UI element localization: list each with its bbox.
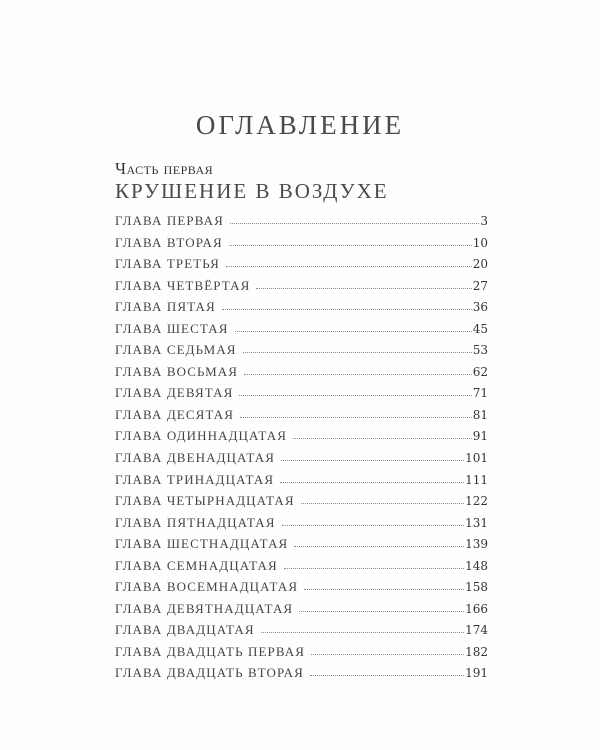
- toc-entry: [115, 469, 488, 491]
- dot-leader: [281, 460, 464, 461]
- dot-leader: [310, 675, 464, 676]
- dot-leader: [261, 632, 464, 633]
- dot-leader: [294, 546, 464, 547]
- chapter-title: ГЛАВА ВОСЕМНАДЦАТАЯ: [115, 579, 299, 595]
- chapter-title: ГЛАВА ПЯТАЯ: [115, 299, 216, 315]
- dot-leader: [230, 223, 479, 224]
- toc-entry: [115, 361, 488, 383]
- chapter-title: ГЛАВА СЕМНАДЦАТАЯ: [115, 557, 278, 573]
- page-number: 81: [472, 407, 488, 422]
- toc-entry: [115, 598, 488, 620]
- chapter-title: ГЛАВА ДВЕНАДЦАТАЯ: [115, 450, 276, 466]
- dot-leader: [284, 568, 464, 569]
- page-number: 62: [472, 364, 488, 379]
- page-number: 122: [465, 494, 488, 509]
- dot-leader: [244, 374, 472, 375]
- page-number: 158: [465, 580, 488, 595]
- chapter-title: ГЛАВА ШЕСТАЯ: [115, 320, 229, 336]
- chapter-title: ГЛАВА ВТОРАЯ: [115, 234, 223, 250]
- toc-entry: [115, 555, 488, 577]
- toc-entry: [115, 641, 488, 663]
- page-number: 191: [465, 666, 488, 681]
- chapter-title: ГЛАВА СЕДЬМАЯ: [115, 342, 237, 358]
- toc-entry: [115, 232, 488, 254]
- toc-entry: [115, 512, 488, 534]
- page-number: 10: [472, 235, 488, 250]
- toc-entry: [115, 490, 488, 512]
- chapter-title: ГЛАВА ЧЕТВЁРТАЯ: [115, 277, 251, 293]
- page-number: 139: [465, 537, 488, 552]
- dot-leader: [299, 611, 464, 612]
- chapter-title: ГЛАВА ПЯТНАДЦАТАЯ: [115, 514, 276, 530]
- toc-entry-list: [115, 210, 488, 684]
- dot-leader: [311, 654, 464, 655]
- chapter-title: ГЛАВА ДЕСЯТАЯ: [115, 406, 235, 422]
- toc-entry: [115, 533, 488, 555]
- toc-entry: [115, 339, 488, 361]
- toc-entry: [115, 296, 488, 318]
- chapter-title: ГЛАВА ДВАДЦАТЬ ВТОРАЯ: [115, 665, 304, 681]
- dot-leader: [222, 309, 472, 310]
- toc-entry: [115, 382, 488, 404]
- page-number: 36: [472, 300, 488, 315]
- toc-entry: [115, 576, 488, 598]
- page-title: ОГЛАВЛЕНИЕ: [195, 110, 405, 140]
- dot-leader: [282, 525, 465, 526]
- page-number: 131: [465, 515, 488, 530]
- dot-leader: [240, 417, 472, 418]
- chapter-title: ГЛАВА ДЕВЯТАЯ: [115, 385, 234, 401]
- dot-leader: [301, 503, 464, 504]
- dot-leader: [243, 352, 472, 353]
- chapter-title: ГЛАВА ТРЕТЬЯ: [115, 256, 220, 272]
- chapter-title: ГЛАВА ЧЕТЫРНАДЦАТАЯ: [115, 493, 295, 509]
- dot-leader: [293, 438, 472, 439]
- chapter-title: ГЛАВА ТРИНАДЦАТАЯ: [115, 471, 275, 487]
- page-number: 148: [465, 558, 488, 573]
- dot-leader: [256, 288, 471, 289]
- dot-leader: [226, 266, 472, 267]
- toc-entry: [115, 404, 488, 426]
- page-number: 166: [465, 601, 488, 616]
- toc-entry: [115, 662, 488, 684]
- dot-leader: [229, 245, 472, 246]
- page-number: 182: [465, 644, 488, 659]
- page-number: 71: [472, 386, 488, 401]
- toc-entry: [115, 253, 488, 275]
- toc-entry: [115, 318, 488, 340]
- chapter-title: ГЛАВА ШЕСТНАДЦАТАЯ: [115, 536, 289, 552]
- toc-entry: [115, 619, 488, 641]
- chapter-title: ГЛАВА ДВАДЦАТАЯ: [115, 622, 255, 638]
- page-number: 45: [472, 321, 488, 336]
- dot-leader: [235, 331, 472, 332]
- page-number: 101: [465, 451, 488, 466]
- chapter-title: ГЛАВА ДВАДЦАТЬ ПЕРВАЯ: [115, 643, 306, 659]
- page-number: 53: [472, 343, 488, 358]
- page-number: 174: [465, 623, 488, 638]
- part-label: Часть первая: [115, 159, 214, 178]
- chapter-title: ГЛАВА ПЕРВАЯ: [115, 213, 224, 228]
- chapter-title: ГЛАВА ВОСЬМАЯ: [115, 363, 238, 379]
- toc-entry: [115, 447, 488, 469]
- toc-entry: [115, 425, 488, 447]
- page-number: 27: [472, 278, 488, 293]
- page-number: 20: [472, 257, 488, 272]
- dot-leader: [280, 482, 464, 483]
- part-title: КРУШЕНИЕ В ВОЗДУХЕ: [115, 179, 389, 203]
- toc-entry: [115, 275, 488, 297]
- page-number: 111: [465, 472, 488, 487]
- dot-leader: [304, 589, 464, 590]
- page-number: 91: [472, 429, 488, 444]
- toc-entry: [115, 210, 488, 232]
- chapter-title: ГЛАВА ОДИННАДЦАТАЯ: [115, 428, 288, 444]
- page-number: 3: [480, 214, 488, 228]
- chapter-title: ГЛАВА ДЕВЯТНАДЦАТАЯ: [115, 600, 294, 616]
- dot-leader: [239, 395, 471, 396]
